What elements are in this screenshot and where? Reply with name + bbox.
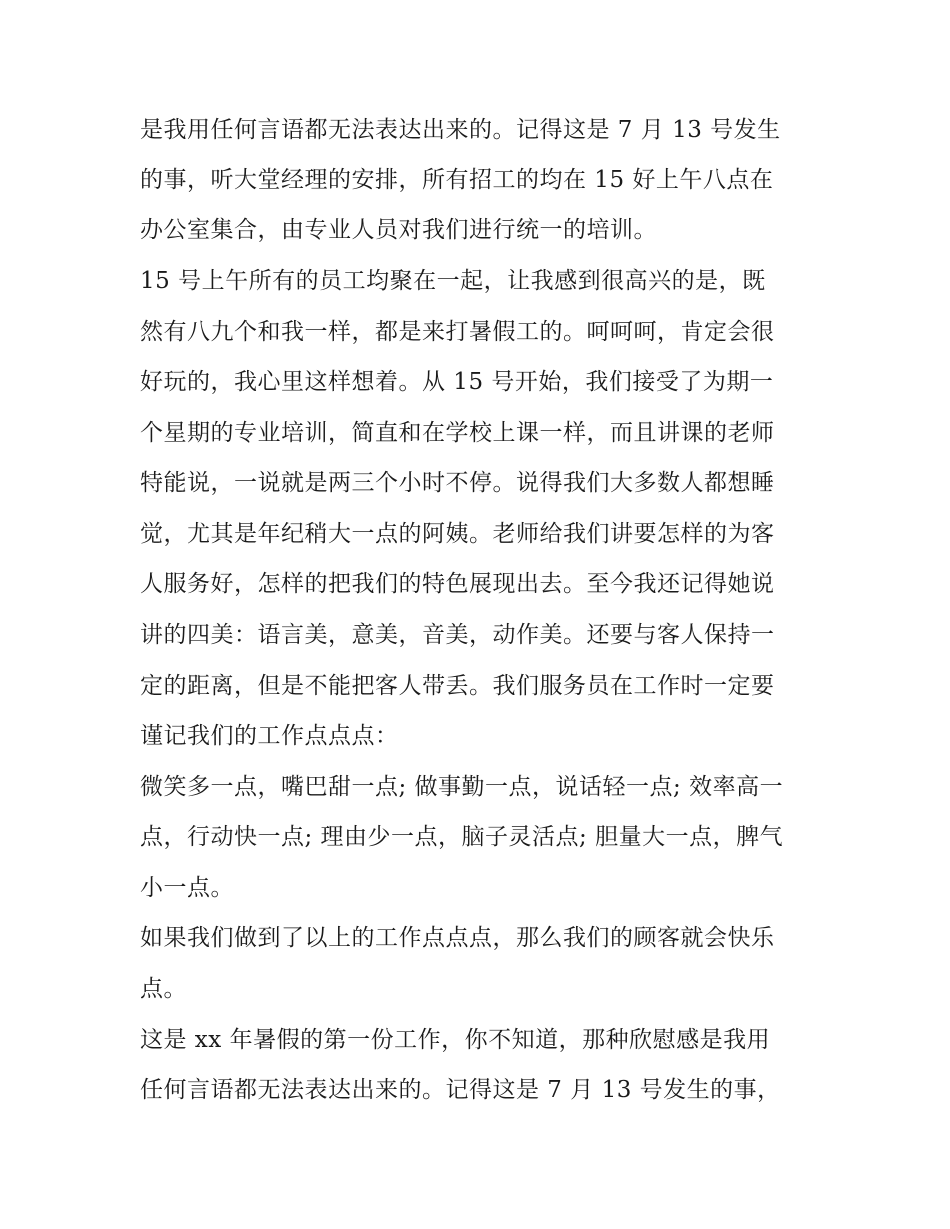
text-line: 觉，尤其是年纪稍大一点的阿姨。老师给我们讲要怎样的为客 [140,521,775,547]
text-line: 任何言语都无法表达出来的。记得这是 7 月 13 号发生的事， [140,1077,781,1103]
text-line: 定的距离，但是不能把客人带丢。我们服务员在工作时一定要 [140,673,775,699]
text-line: 然有八九个和我一样，都是来打暑假工的。呵呵呵，肯定会很 [140,319,775,345]
text-line: 办公室集合，由专业人员对我们进行统一的培训。 [140,217,657,243]
text-line: 如果我们做到了以上的工作点点点，那么我们的顾客就会快乐 [140,925,775,951]
text-line: 谨记我们的工作点点点： [140,723,399,749]
text-line: 点。 [140,976,187,1002]
text-line: 这是 xx 年暑假的第一份工作，你不知道，那种欣慰感是我用 [140,1027,771,1053]
text-line: 个星期的专业培训，简直和在学校上课一样，而且讲课的老师 [140,420,775,446]
text-line: 好玩的，我心里这样想着。从 15 号开始，我们接受了为期一 [140,369,774,395]
text-line: 15 号上午所有的员工均聚在一起，让我感到很高兴的是，既 [140,268,766,294]
text-line: 特能说，一说就是两三个小时不停。说得我们大多数人都想睡 [140,470,775,496]
text-line: 小一点。 [140,875,234,901]
text-line: 的事，听大堂经理的安排，所有招工的均在 15 好上午八点在 [140,167,774,193]
text-line: 微笑多一点，嘴巴甜一点; 做事勤一点，说话轻一点; 效率高一 [140,774,784,800]
text-line: 点，行动快一点; 理由少一点，脑子灵活点; 胆量大一点，脾气 [140,824,784,850]
text-line: 是我用任何言语都无法表达出来的。记得这是 7 月 13 号发生 [140,117,781,143]
text-line: 人服务好，怎样的把我们的特色展现出去。至今我还记得她说 [140,571,775,597]
text-line: 讲的四美：语言美，意美，音美，动作美。还要与客人保持一 [140,622,775,648]
